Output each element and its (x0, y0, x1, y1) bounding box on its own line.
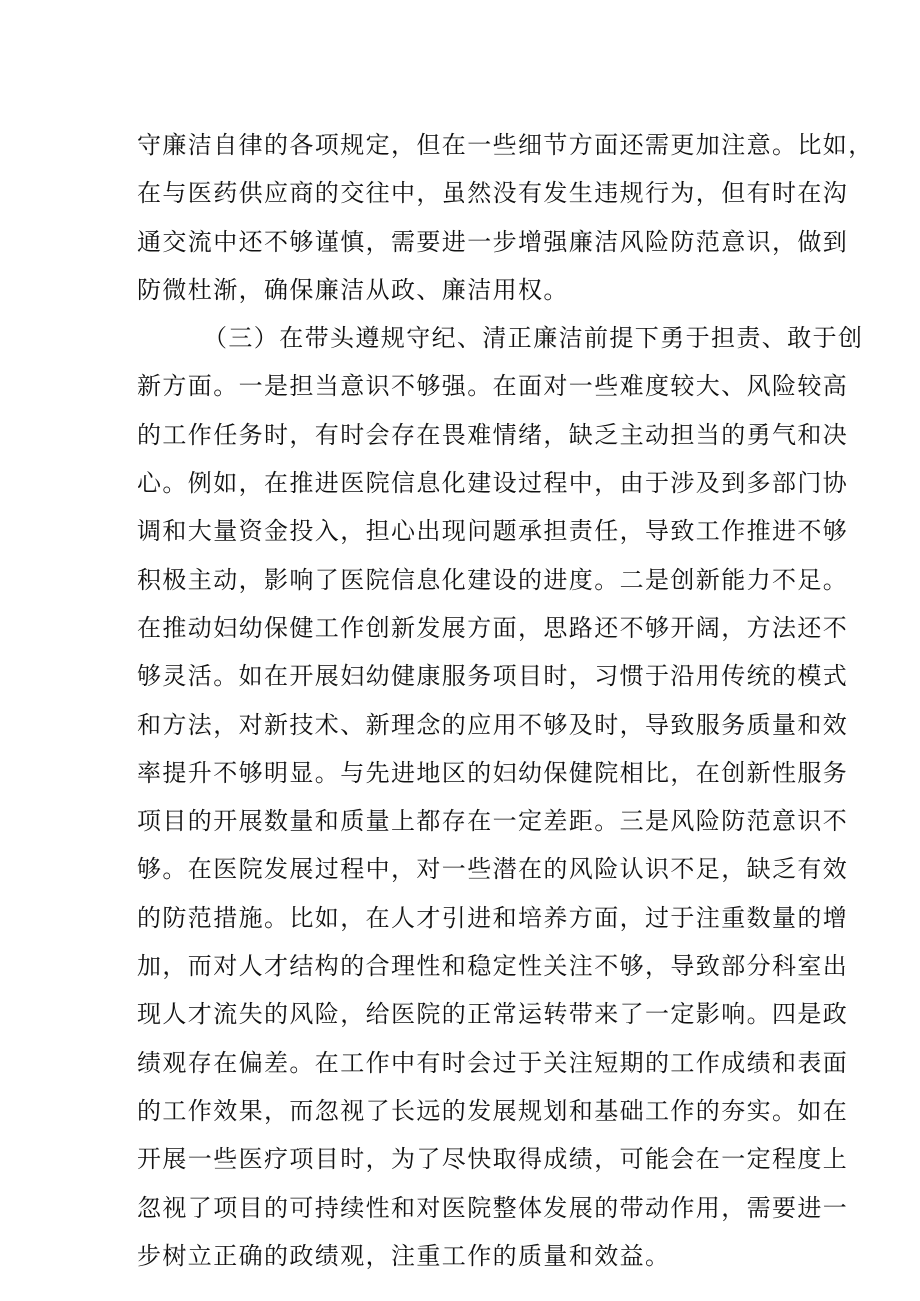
text-line: 心。例如，在推进医院信息化建设过程中，由于涉及到多部门协 (137, 469, 849, 498)
text-line: 新方面。一是担当意识不够强。在面对一些难度较大、风险较高 (137, 372, 849, 401)
text-line: 项目的开展数量和质量上都存在一定差距。三是风险防范意识不 (137, 807, 849, 836)
text-line: 在推动妇幼保健工作创新发展方面，思路还不够开阔，方法还不 (137, 613, 849, 642)
text-line: 忽视了项目的可持续性和对医院整体发展的带动作用，需要进一 (137, 1193, 849, 1222)
text-line: 在与医药供应商的交往中，虽然没有发生违规行为，但有时在沟 (137, 179, 849, 208)
text-line: 现人才流失的风险，给医院的正常运转带来了一定影响。四是政 (137, 1000, 849, 1029)
text-line: 绩观存在偏差。在工作中有时会过于关注短期的工作成绩和表面 (137, 1048, 849, 1077)
text-line: 加，而对人才结构的合理性和稳定性关注不够，导致部分科室出 (137, 952, 849, 981)
document-body (137, 121, 874, 1280)
text-line: 守廉洁自律的各项规定，但在一些细节方面还需更加注意。比如， (137, 131, 874, 159)
text-line: 率提升不够明显。与先进地区的妇幼保健院相比，在创新性服务 (137, 758, 849, 787)
text-line: 通交流中还不够谨慎，需要进一步增强廉洁风险防范意识，做到 (137, 227, 849, 256)
text-line: 的工作任务时，有时会存在畏难情绪，缺乏主动担当的勇气和决 (137, 420, 849, 449)
text-line: 调和大量资金投入，担心出现问题承担责任，导致工作推进不够 (137, 517, 849, 546)
text-line: 开展一些医疗项目时，为了尽快取得成绩，可能会在一定程度上 (137, 1145, 849, 1174)
text-line: 够灵活。如在开展妇幼健康服务项目时，习惯于沿用传统的模式 (137, 662, 849, 691)
text-line: 的工作效果，而忽视了长远的发展规划和基础工作的夯实。如在 (137, 1096, 849, 1125)
text-line: 步树立正确的政绩观，注重工作的质量和效益。 (137, 1241, 671, 1270)
section-heading-line: （三）在带头遵规守纪、清正廉洁前提下勇于担责、敢于创 (203, 324, 864, 353)
text-line: 防微杜渐，确保廉洁从政、廉洁用权。 (137, 275, 569, 304)
text-line: 和方法，对新技术、新理念的应用不够及时，导致服务质量和效 (137, 710, 849, 739)
text-line: 够。在医院发展过程中，对一些潜在的风险认识不足，缺乏有效 (137, 855, 849, 884)
text-line: 积极主动，影响了医院信息化建设的进度。二是创新能力不足。 (137, 565, 849, 594)
text-line: 的防范措施。比如，在人才引进和培养方面，过于注重数量的增 (137, 903, 849, 932)
